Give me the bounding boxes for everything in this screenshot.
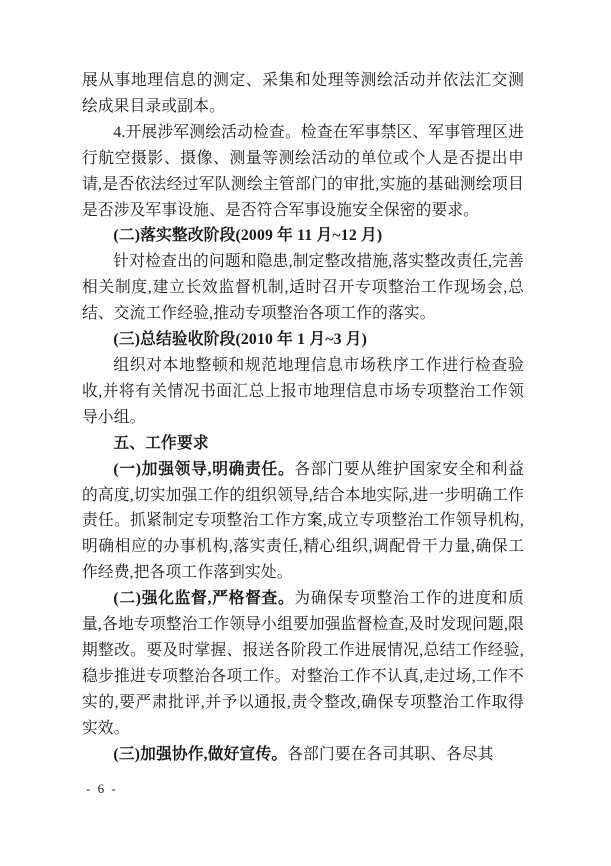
paragraph (82, 249, 524, 327)
bold-text-run: (三)总结验收阶段(2010 年 1 月~3 月) (113, 331, 368, 349)
bold-text-run: 五、工作要求 (113, 434, 209, 452)
text-run: 各部门要在各司其职、各尽其 (287, 745, 494, 763)
text-run: 为确保专项整治工作的进度和质量,各地专项整治工作领导小组要加强监督检查,及时发现问题,限期整改。要及时掌握、报送各阶段工作进展情况,总结工作经验,稳步推进专项整治各项工作。对整治工作不认真,走过场,工作不实的,要严肃批评,并予以通报,责令整改,确保专项整治工作取得实效。 (82, 590, 524, 737)
bold-text-run: (二)强化监督,严格督查。 (113, 590, 295, 608)
page-number: - 6 - (86, 781, 118, 796)
text-run: 展从事地理信息的测定、采集和处理等测绘活动并依法汇交测绘成果目录或副本。 (82, 72, 524, 115)
text-run: 针对检查出的问题和隐患,制定整改措施,落实整改责任,完善相关制度,建立长效监督机制,适时召开专项整治工作现场会,总结、交流工作经验,推动专项整治各项工作的落实。 (82, 253, 524, 323)
section-heading (82, 327, 524, 353)
paragraph (82, 68, 524, 120)
bold-text-run: (二)落实整改阶段(2009 年 11 月~12 月) (113, 227, 383, 245)
text-run: 4.开展涉军测绘活动检查。检查在军事禁区、军事管理区进行航空摄影、摄像、测量等测绘活动的单位或个人是否提出申请,是否依法经过军队测绘主管部门的审批,实施的基础测绘项目是否涉及军事设施、是否符合军事设施安全保密的要求。 (82, 123, 524, 219)
paragraph (82, 742, 524, 768)
paragraph (82, 586, 524, 741)
bold-text-run: (一)加强领导,明确责任。 (113, 460, 295, 478)
text-run: 组织对本地整顿和规范地理信息市场秩序工作进行检查验收,并将有关情况书面汇总上报市地理信息市场专项整治工作领导小组。 (82, 356, 524, 426)
bold-text-run: (三)加强协作,做好宣传。 (113, 745, 288, 763)
paragraph (82, 457, 524, 587)
paragraph (82, 353, 524, 431)
text-run: 各部门要从维护国家安全和利益的高度,切实加强工作的组织领导,结合本地实际,进一步明确工作责任。抓紧制定专项整治工作方案,成立专项整治工作领导机构,明确相应的办事机构,落实责任,精心组织,调配骨干力量,确保工作经费,把各项工作落到实处。 (82, 460, 524, 582)
paragraph (82, 120, 524, 224)
document-body (82, 68, 524, 767)
section-heading (82, 223, 524, 249)
section-heading (82, 431, 524, 457)
